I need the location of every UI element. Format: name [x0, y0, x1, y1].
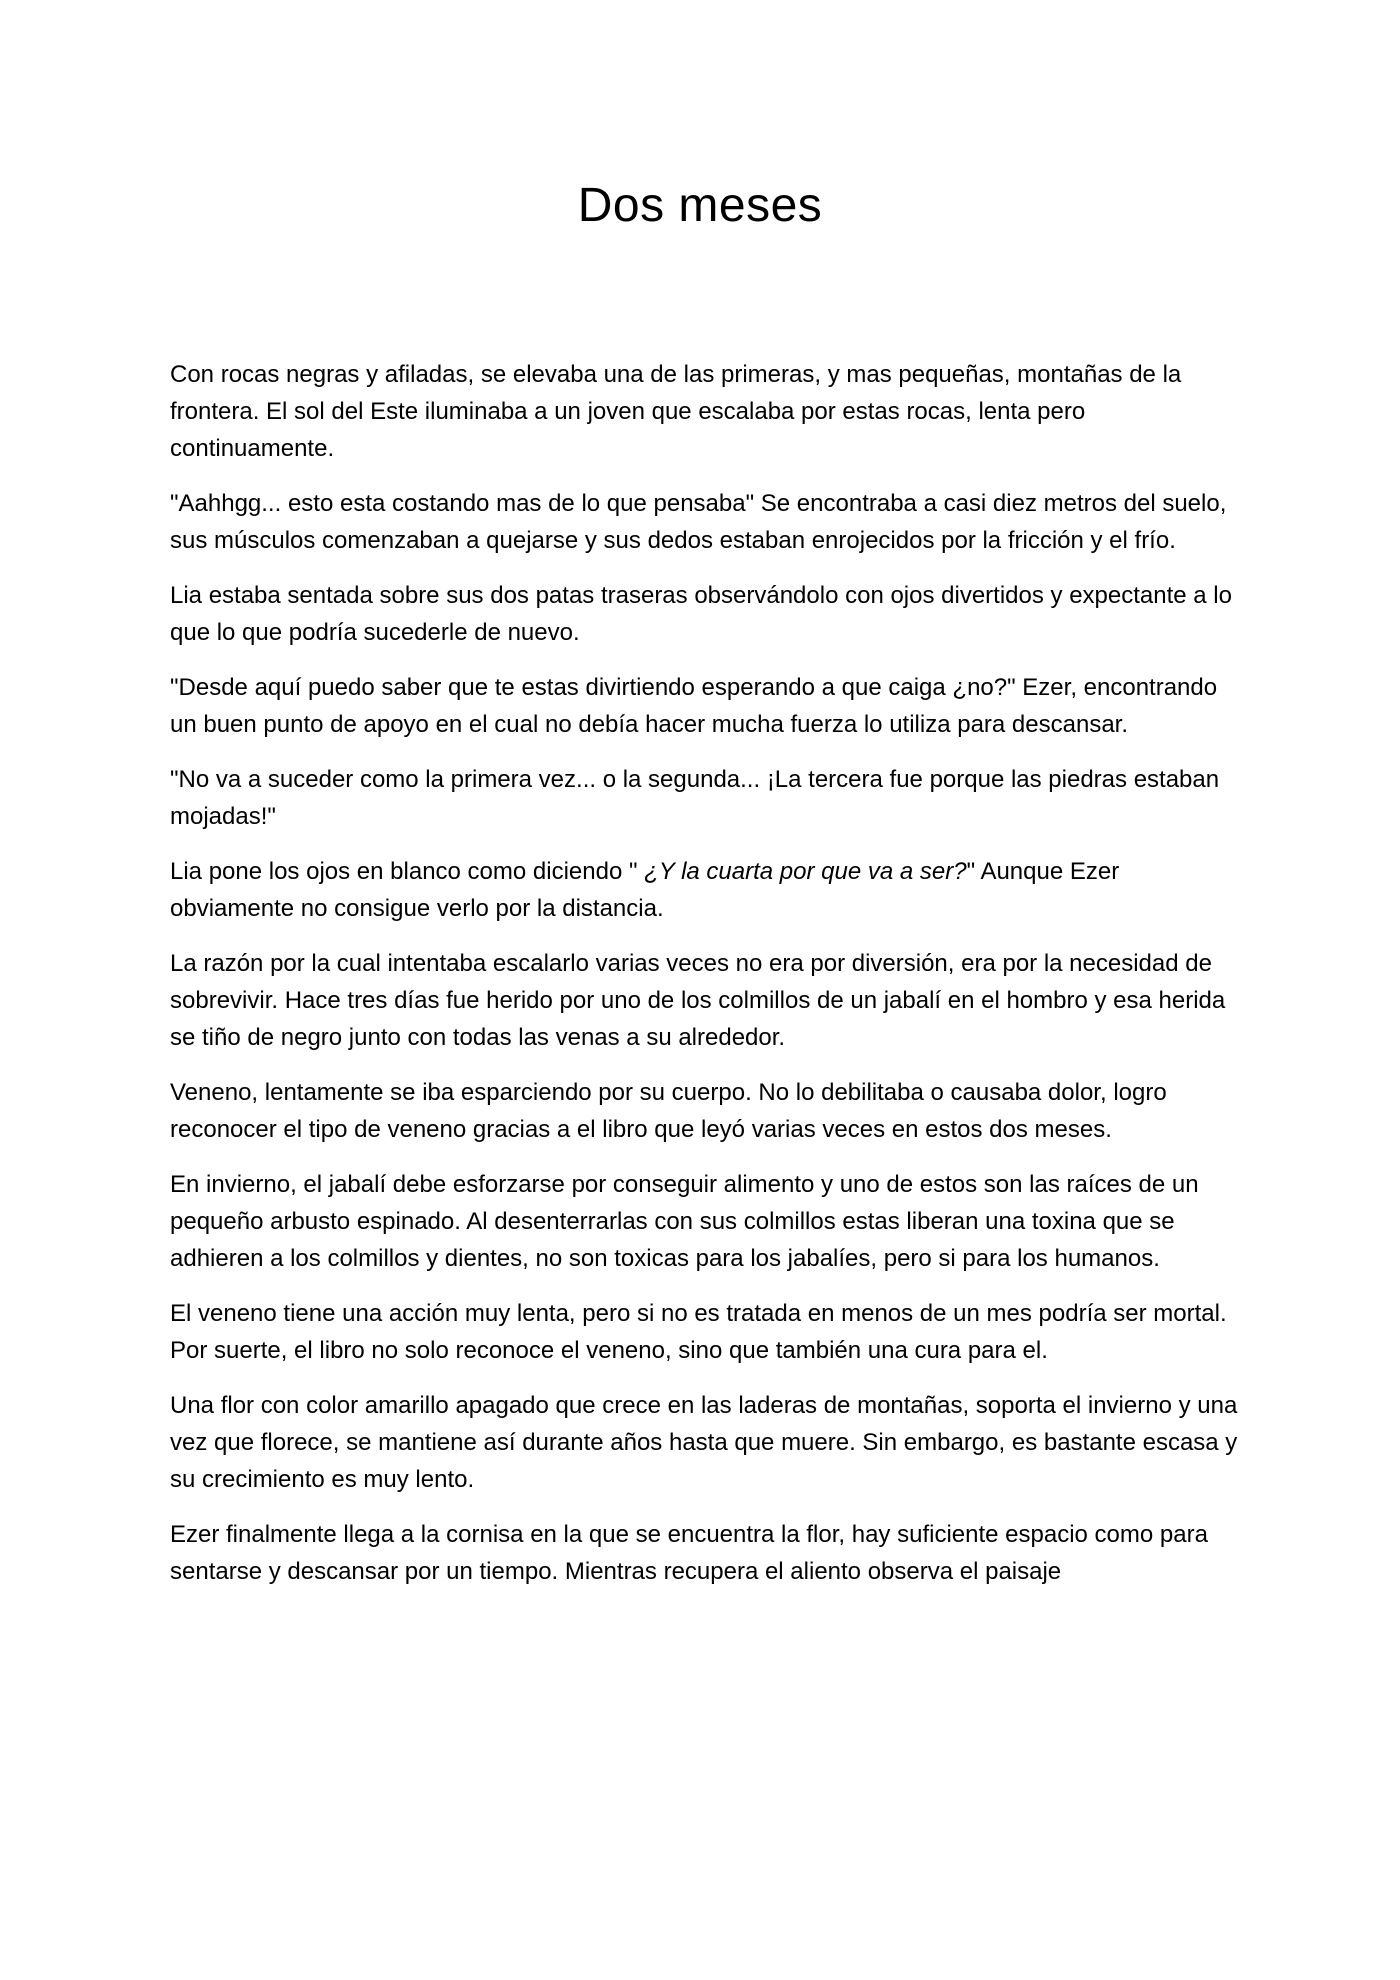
paragraph-5: "No va a suceder como la primera vez... o la segunda... ¡La tercera fue porque las piedras estaban mojadas!" [170, 766, 1220, 830]
paragraph-6-italic: ¿Y la cuarta por que va a ser? [644, 858, 967, 885]
paragraph-11: Una flor con color amarillo apagado que crece en las laderas de montañas, soporta el invierno y una vez que florece, se mantiene así durante años hasta que muere. Sin embargo, es bastante escasa y su crecimiento es muy lento. [170, 1392, 1238, 1493]
paragraph-2: "Aahhgg... esto esta costando mas de lo que pensaba" Se encontraba a casi diez metros del suelo, sus músculos comenzaban a quejarse y sus dedos estaban enrojecidos por la fricción y el frío. [170, 490, 1227, 554]
paragraph-6-after: " Aunque Ezer obviamente no consigue verlo por la distancia. [170, 858, 1120, 922]
paragraph-12: Ezer finalmente llega a la cornisa en la que se encuentra la flor, hay suficiente espacio como para sentarse y descansar por un tiempo. Mientras recupera el aliento observa el paisaje [170, 1521, 1208, 1585]
paragraph-4: "Desde aquí puedo saber que te estas divirtiendo esperando a que caiga ¿no?" Ezer, encontrando un buen punto de apoyo en el cual no debía hacer mucha fuerza lo utiliza para descansar. [170, 674, 1218, 738]
paragraph-7: La razón por la cual intentaba escalarlo varias veces no era por diversión, era por la necesidad de sobrevivir. Hace tres días fue herido por uno de los colmillos de un jabalí en el hombro y esa herida se tiño de negro junto con todas las venas a su alrededor. [170, 950, 1226, 1051]
paragraph-3: Lia estaba sentada sobre sus dos patas traseras observándolo con ojos divertidos y expectante a lo que lo que podría sucederle de nuevo. [170, 582, 1232, 646]
paragraph-9: En invierno, el jabalí debe esforzarse por conseguir alimento y uno de estos son las raíces de un pequeño arbusto espinado. Al desenterrarlas con sus colmillos estas liberan una toxina que se adhieren a los colmillos y dientes, no son toxicas para los jabalíes, pero si para los humanos. [170, 1171, 1199, 1272]
paragraph-6 [170, 853, 1240, 927]
paragraph-6-before: Lia pone los ojos en blanco como diciendo " [170, 858, 645, 885]
paragraph-10: El veneno tiene una acción muy lenta, pero si no es tratada en menos de un mes podría ser mortal. Por suerte, el libro no solo reconoce el veneno, sino que también una cura para el. [170, 1300, 1227, 1364]
paragraph-8: Veneno, lentamente se iba esparciendo por su cuerpo. No lo debilitaba o causaba dolor, logro reconocer el tipo de veneno gracias a el libro que leyó varias veces en estos dos meses. [170, 1079, 1167, 1143]
document-body [170, 356, 1240, 1608]
paragraph-1: Con rocas negras y afiladas, se elevaba una de las primeras, y mas pequeñas, montañas de la frontera. El sol del Este iluminaba a un joven que escalaba por estas rocas, lenta pero continuamente. [170, 361, 1182, 462]
document-title: Dos meses [577, 179, 823, 232]
